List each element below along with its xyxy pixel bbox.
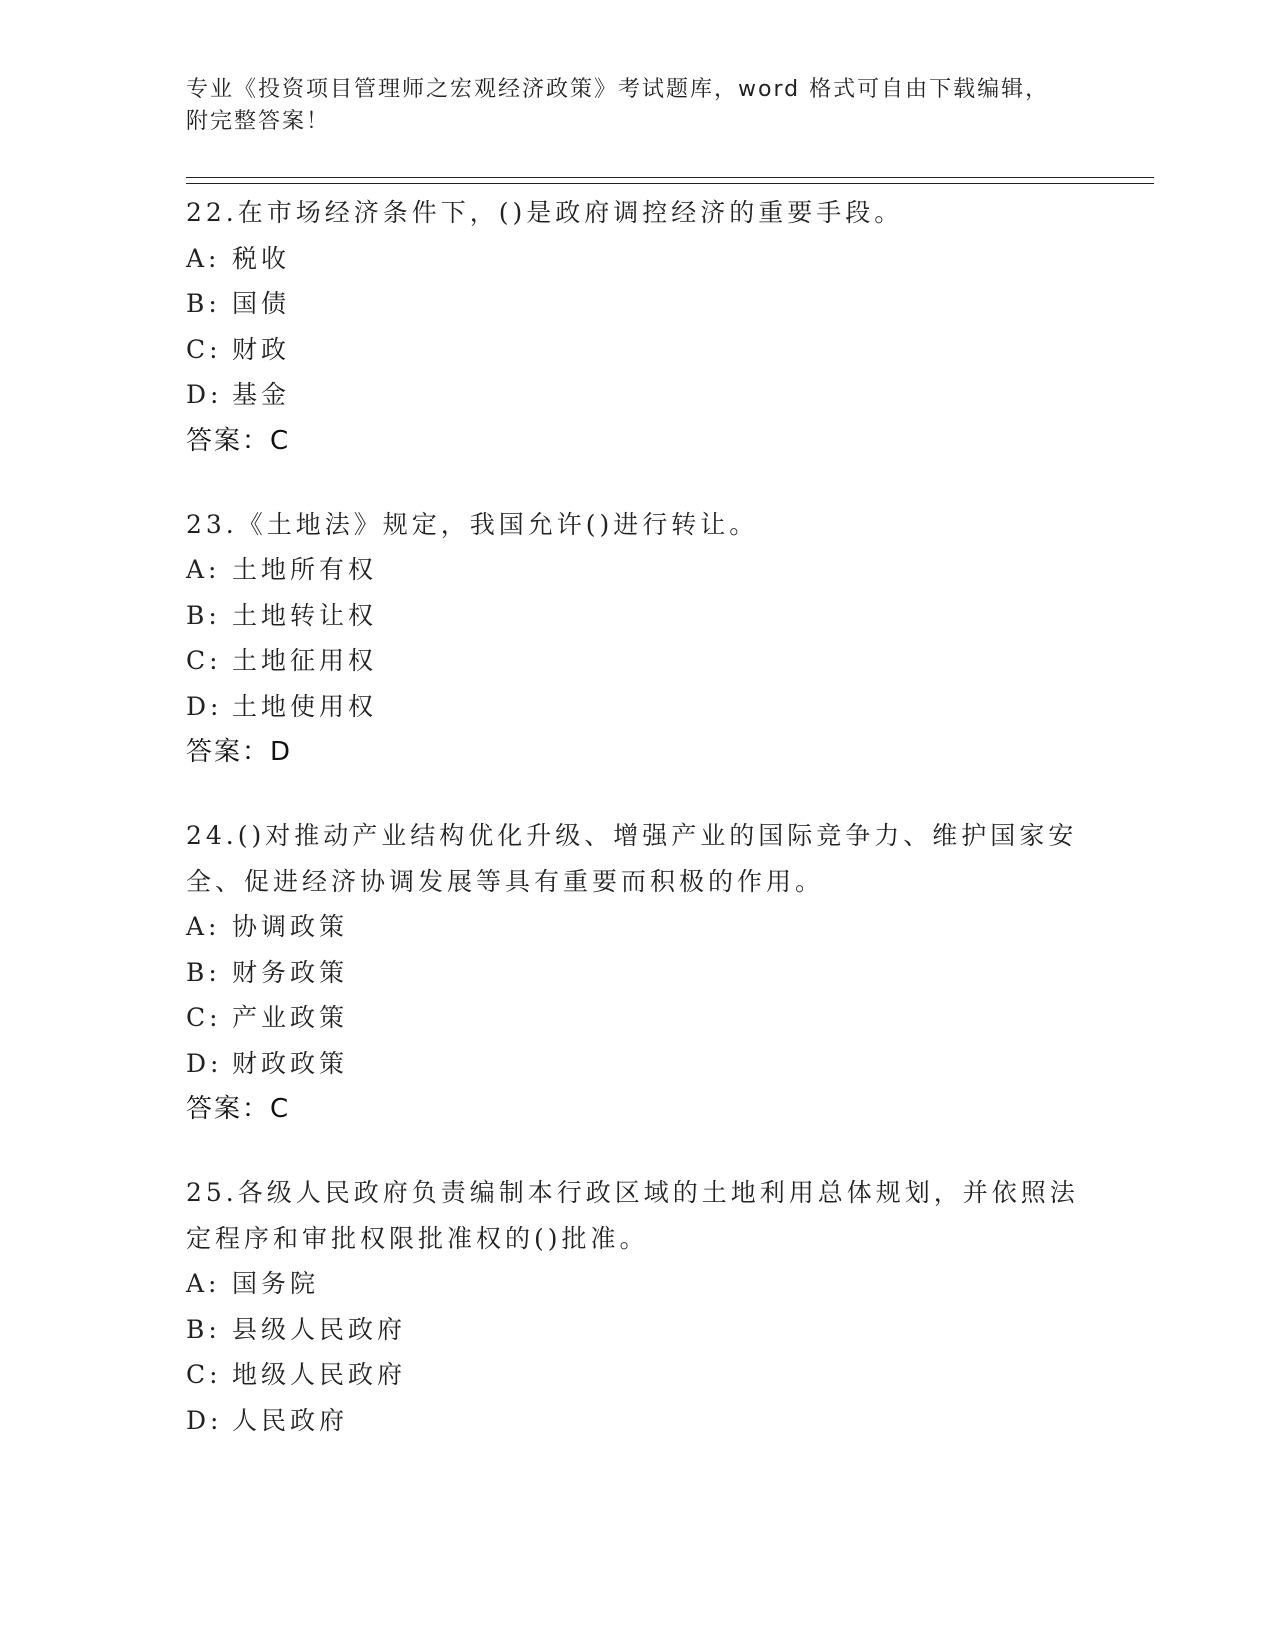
option-letter: C: <box>186 1360 222 1389</box>
question-text <box>186 813 1086 904</box>
option-text: 土地转让权 <box>232 600 378 630</box>
header-line-1: 专业《投资项目管理师之宏观经济政策》考试题库，word 格式可自由下载编辑， <box>186 77 1050 102</box>
question-22 <box>186 190 1086 464</box>
option-a <box>186 904 1086 950</box>
option-text: 国债 <box>232 289 291 318</box>
question-23 <box>186 502 1086 776</box>
option-letter: B: <box>186 957 221 987</box>
option-letter: A: <box>186 912 221 941</box>
option-text: 县级人民政府 <box>232 1314 407 1344</box>
option-letter: A: <box>186 555 221 584</box>
option-letter: D: <box>186 691 223 721</box>
option-text: 财政 <box>232 334 291 364</box>
question-list <box>186 190 1086 1481</box>
option-letter: D: <box>186 380 223 409</box>
answer-line: 答案：D <box>186 737 293 767</box>
header-divider-bottom <box>186 183 1154 184</box>
option-letter: C: <box>186 646 222 675</box>
question-text-line: 24.()对推动产业结构优化升级、增强产业的国际竞争力、维护国家安 <box>186 821 1078 850</box>
question-25 <box>186 1170 1086 1443</box>
option-b <box>186 950 1086 996</box>
option-d <box>186 372 1086 418</box>
document-header <box>186 74 1086 138</box>
option-a <box>186 547 1086 593</box>
option-c <box>186 1352 1086 1398</box>
option-d <box>186 684 1086 730</box>
option-b <box>186 1307 1086 1353</box>
question-text <box>186 502 1086 548</box>
question-text-line: 全、促进经济协调发展等具有重要而积极的作用。 <box>186 866 825 896</box>
option-c <box>186 995 1086 1041</box>
option-text: 土地所有权 <box>232 555 378 584</box>
option-b <box>186 593 1086 639</box>
option-text: 土地征用权 <box>232 646 378 675</box>
option-text: 地级人民政府 <box>232 1360 407 1389</box>
option-text: 基金 <box>232 380 291 409</box>
option-letter: B: <box>186 600 221 630</box>
option-text: 财政政策 <box>232 1048 349 1078</box>
answer-line: 答案：C <box>186 425 291 456</box>
question-text-line: 25.各级人民政府负责编制本行政区域的土地利用总体规划，并依照法 <box>186 1178 1079 1207</box>
option-a <box>186 236 1086 282</box>
option-letter: A: <box>186 1269 221 1298</box>
option-letter: C: <box>186 334 222 364</box>
option-a <box>186 1261 1086 1307</box>
question-text-line: 定程序和审批权限批准权的()批准。 <box>186 1223 649 1253</box>
option-letter: C: <box>186 1003 222 1032</box>
option-b <box>186 281 1086 327</box>
header-divider-top <box>186 177 1154 178</box>
option-text: 产业政策 <box>232 1003 349 1032</box>
option-d <box>186 1398 1086 1444</box>
option-text: 土地使用权 <box>232 691 378 721</box>
answer-line: 答案：C <box>186 1094 291 1124</box>
header-line-2: 附完整答案！ <box>186 109 331 134</box>
option-letter: B: <box>186 1314 221 1344</box>
option-text: 人民政府 <box>232 1405 349 1435</box>
option-text: 财务政策 <box>232 957 349 987</box>
question-text-line: 23.《土地法》规定，我国允许()进行转让。 <box>186 509 759 539</box>
question-text-line: 22.在市场经济条件下，()是政府调控经济的重要手段。 <box>186 198 904 227</box>
option-letter: D: <box>186 1405 223 1435</box>
option-letter: A: <box>186 243 221 273</box>
question-text <box>186 190 1086 236</box>
option-c <box>186 327 1086 373</box>
option-text: 国务院 <box>232 1269 320 1298</box>
option-letter: D: <box>186 1048 223 1078</box>
option-d <box>186 1041 1086 1087</box>
question-text <box>186 1170 1086 1261</box>
question-24 <box>186 813 1086 1132</box>
option-letter: B: <box>186 289 221 318</box>
option-text: 协调政策 <box>232 912 349 941</box>
option-text: 税收 <box>232 243 291 273</box>
option-c <box>186 638 1086 684</box>
